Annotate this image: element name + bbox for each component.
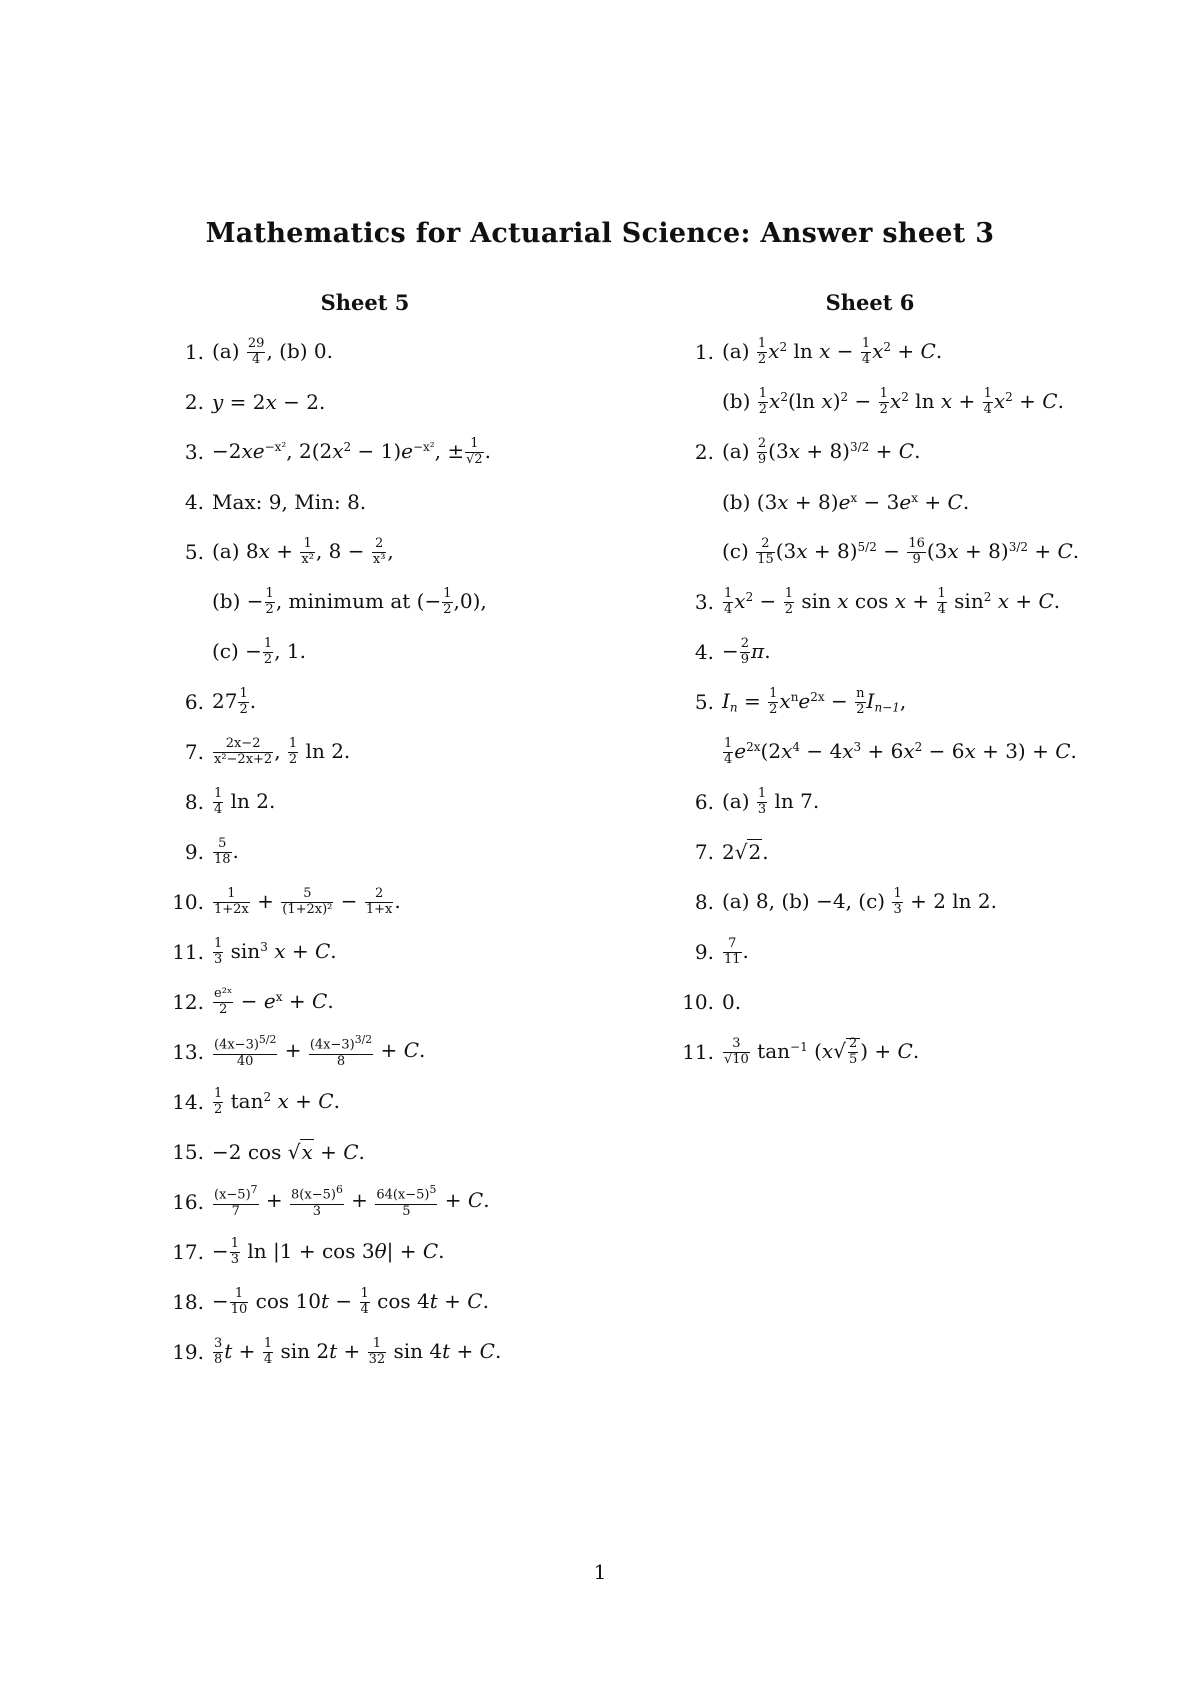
- answer-item: (b) $(3x + 8)e^x - 3e^x + C$.: [722, 490, 970, 514]
- answer-item: 9. $\frac{7}{11}$ .: [694, 935, 749, 967]
- answer-item: 5. (a) 8x + $\frac{1}{\text{x²}}$ , 8 − $\frac{2}{\text{x³}}$ ,: [184, 535, 394, 567]
- sheet-6-heading: Sheet 6: [825, 290, 915, 315]
- answer-item: 2. (a) $\frac{2}{9}$ $(3x + 8)^{3/2} + C$.: [694, 435, 921, 467]
- answer-item: 17. − $\frac{1}{3}$ ln |1 + cos 3θ| + C.: [172, 1235, 445, 1267]
- answer-item: (c) − $\frac{1}{2}$ , 1.: [212, 635, 306, 667]
- answer-item: 8. $\frac{1}{4}$ ln 2.: [184, 785, 276, 817]
- page-number: 1: [593, 1560, 607, 1584]
- answer-item: 10. 0.: [682, 990, 742, 1014]
- answer-item: 3. $\frac{1}{4}$ $x^2$ − $\frac{1}{2}$ sin x cos x + $\frac{1}{4}$ $\sin^2 x + C$.: [694, 585, 1061, 617]
- answer-item: 19. $\frac{3}{8}$ t + $\frac{1}{4}$ sin 2t + $\frac{1}{32}$ sin 4t + C.: [172, 1335, 502, 1367]
- answer-item: 7. 2√2.: [694, 840, 769, 864]
- answer-item: 1. (a) $\frac{1}{2}$ $x^2$ ln x − $\frac{1}{4}$ $x^2 + C$.: [694, 335, 943, 367]
- answer-item: 13. $\frac{(4x-3)^{5/2}}{40}$ + $\frac{(4x-3)^{3/2}}{8}$ + C.: [172, 1033, 426, 1069]
- answer-item: 10. $\frac{1}{1+2x}$ + $\frac{5}{\text{(1+2x)²}}$ − $\frac{2}{1+x}$ .: [172, 885, 401, 917]
- answer-item: 5. $I_n$ = $\frac{1}{2}$ $x^ne^{2x}$ − $\frac{n}{2}$ $I_{n-1}$,: [694, 685, 907, 717]
- sheet-5-heading: Sheet 5: [320, 290, 410, 315]
- answer-item: 12. $\frac{\text{e²ˣ}}{2}$ − $e^x + C$.: [172, 985, 334, 1017]
- answer-item: 11. $\frac{3}{√10}$ $\tan^{-1} (x√$ $\frac{2}{5}$ ) + C.: [682, 1035, 920, 1067]
- answer-item: 7. $\frac{2x-2}{\text{x²−2x+2}}$ , $\frac{1}{2}$ ln 2.: [184, 735, 351, 767]
- answer-item: 18. − $\frac{1}{10}$ cos 10t − $\frac{1}{4}$ cos 4t + C.: [172, 1285, 489, 1317]
- answer-item: $\frac{1}{4}$ $e^{2x}(2x^4 - 4x^3 + 6x^2 - 6x + 3) + C$.: [724, 735, 1077, 767]
- answer-item: (b) − $\frac{1}{2}$ , minimum at (− $\frac{1}{2}$ ,0),: [212, 585, 487, 617]
- answer-item: 11. $\frac{1}{3}$ $\sin^3 x + C$.: [172, 935, 337, 967]
- answer-item: 1. (a) $\frac{29}{4}$ , (b) 0.: [184, 335, 333, 367]
- page-title: Mathematics for Actuarial Science: Answer sheet 3: [205, 218, 995, 249]
- answer-item: 15. −2 cos √x + C.: [172, 1140, 365, 1164]
- sheet-6-column: [670, 290, 1190, 1077]
- answer-item: 14. $\frac{1}{2}$ $\tan^2 x + C$.: [172, 1085, 340, 1117]
- answer-item: 4. Max: 9, Min: 8.: [184, 490, 367, 514]
- answer-item: (c) $\frac{2}{15}$ $(3x + 8)^{5/2}$ − $\frac{16}{9}$ $(3x + 8)^{3/2} + C$.: [722, 535, 1080, 567]
- answer-item: 9. $\frac{5}{18}$ .: [184, 835, 239, 867]
- answer-item: 3. $-2xe^{-x^2}$, $2(2x^2 - 1)e^{-x^2}$, ± $\frac{1}{√2}$ .: [184, 435, 492, 467]
- sheet-5-column: [160, 290, 660, 1377]
- answer-item: 6. (a) $\frac{1}{3}$ ln 7.: [694, 785, 820, 817]
- answer-item: 6. 27 $\frac{1}{2}$ .: [184, 685, 257, 717]
- answer-item: 8. (a) 8, (b) −4, (c) $\frac{1}{3}$ + 2 ln 2.: [694, 885, 998, 917]
- answer-item: 4. − $\frac{2}{9}$ π.: [694, 635, 771, 667]
- answer-item: 2. y = 2x − 2.: [184, 390, 326, 414]
- answer-item: 16. $\frac{(x-5)^7}{7}$ + $\frac{8(x-5)^6}{3}$ + $\frac{64(x-5)^5}{5}$ + C.: [172, 1183, 490, 1219]
- answer-item: (b) $\frac{1}{2}$ $x^2(\ln$ x)$^2$ − $\frac{1}{2}$ $x^2$ ln x + $\frac{1}{4}$ $x^2 + C$.: [722, 385, 1064, 417]
